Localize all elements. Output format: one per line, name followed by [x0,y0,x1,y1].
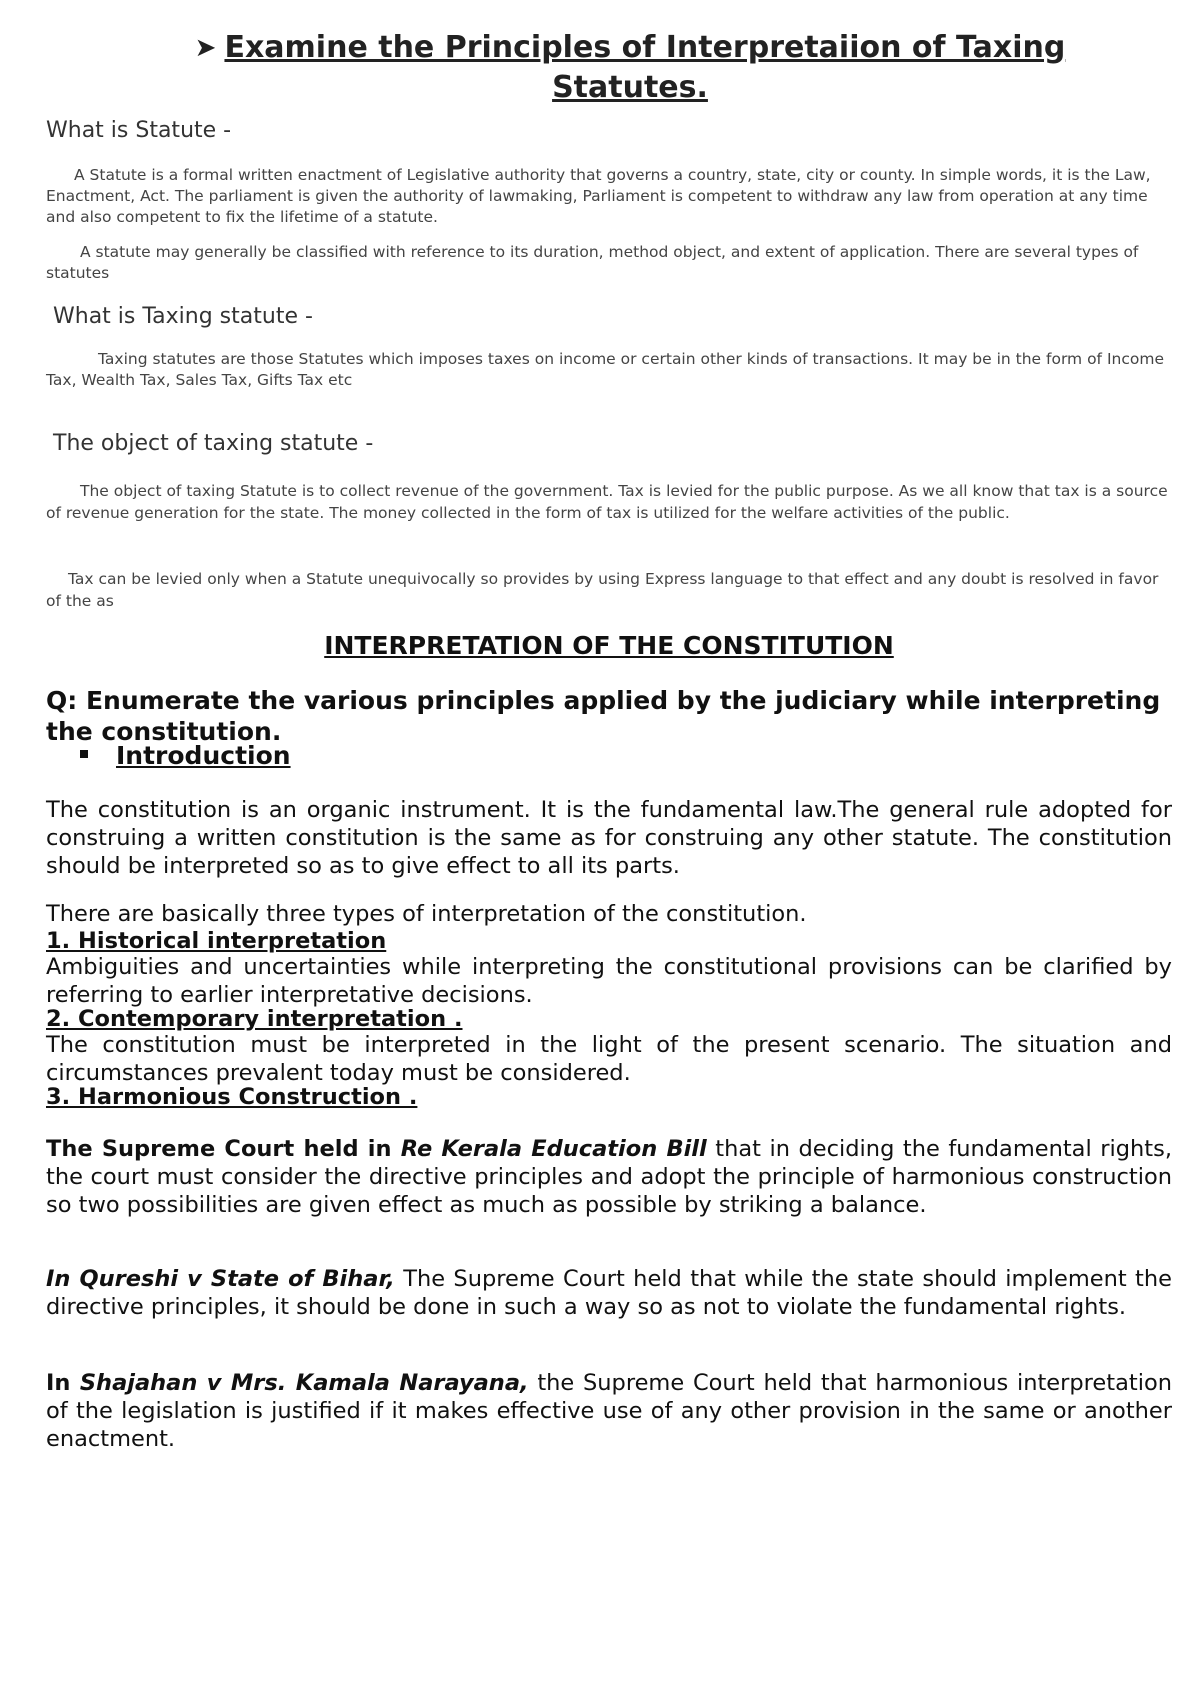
case-kerala-education-bill [46,1135,1172,1219]
taxing-statute-paragraph: Taxing statutes are those Statutes which imposes taxes on income or certain other kinds of transactions. It may be in the form of Income Tax, Wealth Tax, Sales Tax, Gifts Tax etc [46,350,1164,389]
document-title-text: Examine the Principles of Interpretaiion of Taxing Statutes. [224,30,1066,105]
taxing-statute-heading: What is Taxing statute - [53,304,313,329]
historical-interpretation-text: Ambiguities and uncertainties while interpreting the constitutional provisions can be clarified by referring to earlier interpretative decisions. [46,954,1172,1008]
case-qureshi [46,1265,1172,1321]
introduction-paragraph: The constitution is an organic instrument. It is the fundamental law.The general rule adopted for construing a written constitution is the same as for construing any other statute. The constitution should be interpreted so as to give effect to all its parts. [46,797,1172,879]
statute-paragraph-2: A statute may generally be classified with reference to its duration, method object, and extent of application. There are several types of statutes [46,243,1139,282]
case-kerala-lead: The Supreme Court held in [46,1136,401,1162]
statute-paragraph-1: A Statute is a formal written enactment of Legislative authority that governs a country, state, city or county. In simple words, it is the Law, Enactment, Act. The parliament is given the authority of lawmaking, Parliament is competent to withdraw any law from operation at any time and also competent to fix the lifetime of a statute. [46,166,1151,226]
contemporary-interpretation-heading: 2. Contemporary interpretation . [46,1006,463,1032]
object-heading: The object of taxing statute - [53,431,374,456]
case-shajahan-lead: In [46,1370,80,1396]
case-kerala-name: Re Kerala Education Bill [400,1136,707,1162]
statute-heading: What is Statute - [46,118,232,143]
case-kerala-text: that in deciding the fundamental rights, the court must consider the directive principles and adopt the principle of harmonious construction so two possibilities are given effect as much as possible by striking a balance. [46,1136,1172,1218]
case-shajahan-name: Shajahan v Mrs. Kamala Narayana, [79,1370,529,1396]
case-qureshi-name: In Qureshi v State of Bihar, [46,1266,395,1292]
introduction-bullet [80,740,680,772]
arrow-bullet-icon: ➤ [194,33,217,63]
harmonious-construction-heading: 3. Harmonious Construction . [46,1084,418,1110]
object-paragraph-2: Tax can be levied only when a Statute unequivocally so provides by using Express language to that effect and any doubt is resolved in favor of the as [46,570,1159,610]
square-bullet-icon [80,750,88,758]
constitution-question: Q: Enumerate the various principles applied by the judiciary while interpreting the constitution. [46,686,1161,746]
constitution-heading: INTERPRETATION OF THE CONSTITUTION [324,631,894,660]
historical-interpretation-heading: 1. Historical interpretation [46,928,387,954]
introduction-label: Introduction [116,741,291,770]
case-shajahan [46,1369,1172,1453]
contemporary-interpretation-text: The constitution must be interpreted in the light of the present scenario. The situation and circumstances prevalent today must be considered. [46,1032,1172,1086]
types-intro: There are basically three types of interpretation of the constitution. [46,901,807,927]
case-shajahan-text: the Supreme Court held that harmonious interpretation of the legislation is justified if it makes effective use of any other provision in the same or another enactment. [46,1370,1172,1452]
case-qureshi-text: The Supreme Court held that while the state should implement the directive principles, it should be done in such a way so as not to violate the fundamental rights. [46,1266,1172,1320]
document-title [130,28,1130,108]
object-paragraph-1: The object of taxing Statute is to collect revenue of the government. Tax is levied for the public purpose. As we all know that tax is a source of revenue generation for the state. The money collected in the form of tax is utilized for the welfare activities of the public. [46,482,1168,522]
